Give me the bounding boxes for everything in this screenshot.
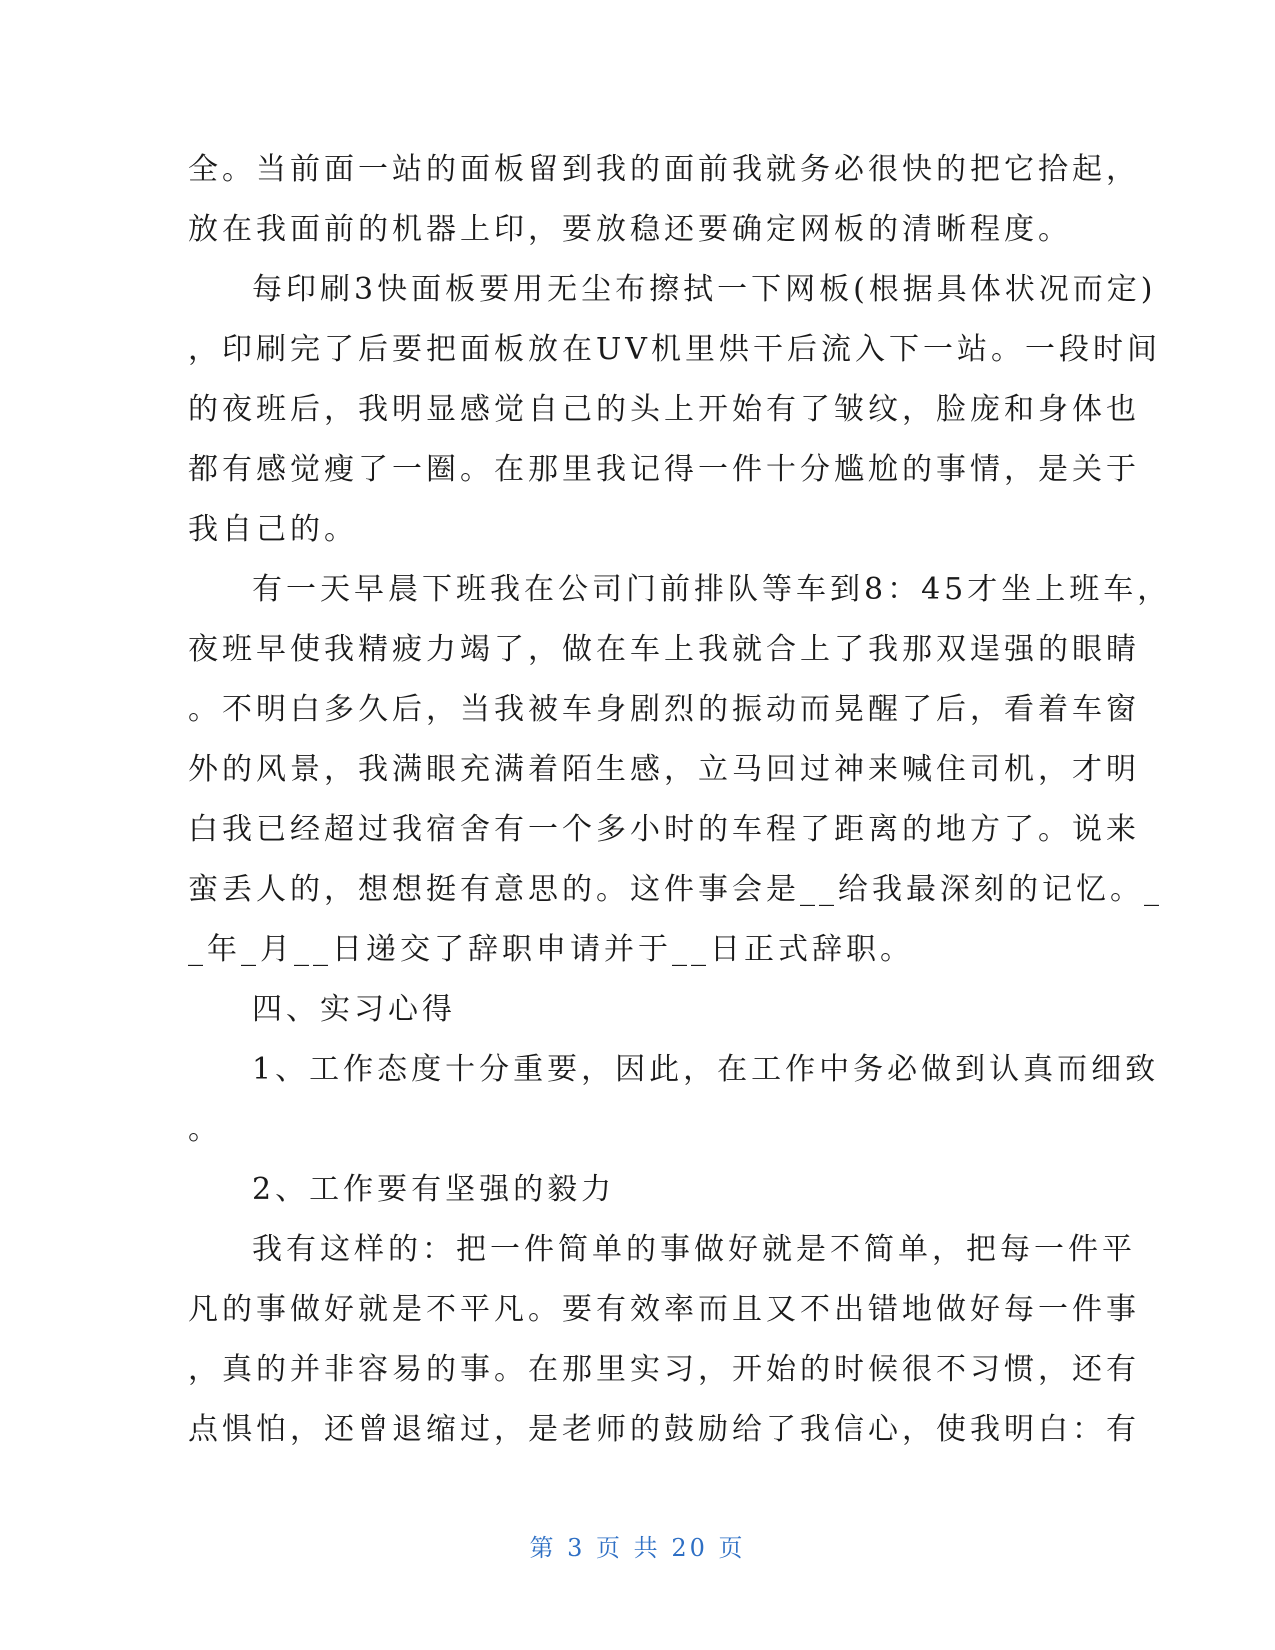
total-pages: 20: [671, 1534, 708, 1562]
text-line: 白我已经超过我宿舍有一个多小时的车程了距离的地方了。说来: [188, 812, 1140, 847]
text-line: 的夜班后，我明显感觉自己的头上开始有了皱纹，脸庞和身体也: [188, 392, 1140, 427]
text-line: 每印刷3快面板要用无尘布擦拭一下网板(根据具体状况而定): [252, 272, 1157, 307]
page-label-suffix: 页: [718, 1534, 746, 1562]
text-line: 。: [188, 1112, 222, 1147]
text-line: 。不明白多久后，当我被车身剧烈的振动而晃醒了后，看着车窗: [188, 692, 1140, 727]
text-line: ，真的并非容易的事。在那里实习，开始的时候很不习惯，还有: [188, 1352, 1140, 1387]
text-line: ，印刷完了后要把面板放在UV机里烘干后流入下一站。一段时间: [188, 332, 1161, 367]
text-line: 凡的事做好就是不平凡。要有效率而且又不出错地做好每一件事: [188, 1292, 1140, 1327]
text-line: 点惧怕，还曾退缩过，是老师的鼓励给了我信心，使我明白：有: [188, 1412, 1140, 1447]
text-line: 外的风景，我满眼充满着陌生感，立马回过神来喊住司机，才明: [188, 752, 1140, 787]
text-line: 全。当前面一站的面板留到我的面前我就务必很快的把它拾起，: [188, 152, 1140, 187]
list-item: 2、工作要有坚强的毅力: [252, 1172, 616, 1207]
text-line: _年_月__日递交了辞职申请并于__日正式辞职。: [188, 932, 914, 967]
page-footer: [0, 1528, 1275, 1563]
text-line: 放在我面前的机器上印，要放稳还要确定网板的清晰程度。: [188, 212, 1072, 247]
text-line: 蛮丢人的，想想挺有意思的。这件事会是__给我最深刻的记忆。_: [188, 872, 1163, 907]
text-line: 有一天早晨下班我在公司门前排队等车到8：45才坐上班车，: [252, 572, 1172, 607]
page-number: 3: [567, 1534, 586, 1562]
text-line: 都有感觉瘦了一圈。在那里我记得一件十分尴尬的事情，是关于: [188, 452, 1140, 487]
text-line: 我自己的。: [188, 512, 358, 547]
section-heading: 四、实习心得: [252, 992, 456, 1027]
text-line: 我有这样的：把一件简单的事做好就是不简单，把每一件平: [252, 1232, 1136, 1267]
text-line: 夜班早使我精疲力竭了，做在车上我就合上了我那双逞强的眼睛: [188, 632, 1140, 667]
page-label-prefix: 第: [529, 1534, 557, 1562]
list-item: 1、工作态度十分重要，因此，在工作中务必做到认真而细致: [252, 1052, 1160, 1087]
page-label-mid: 页 共: [596, 1534, 661, 1562]
document-body: [188, 140, 1172, 1460]
